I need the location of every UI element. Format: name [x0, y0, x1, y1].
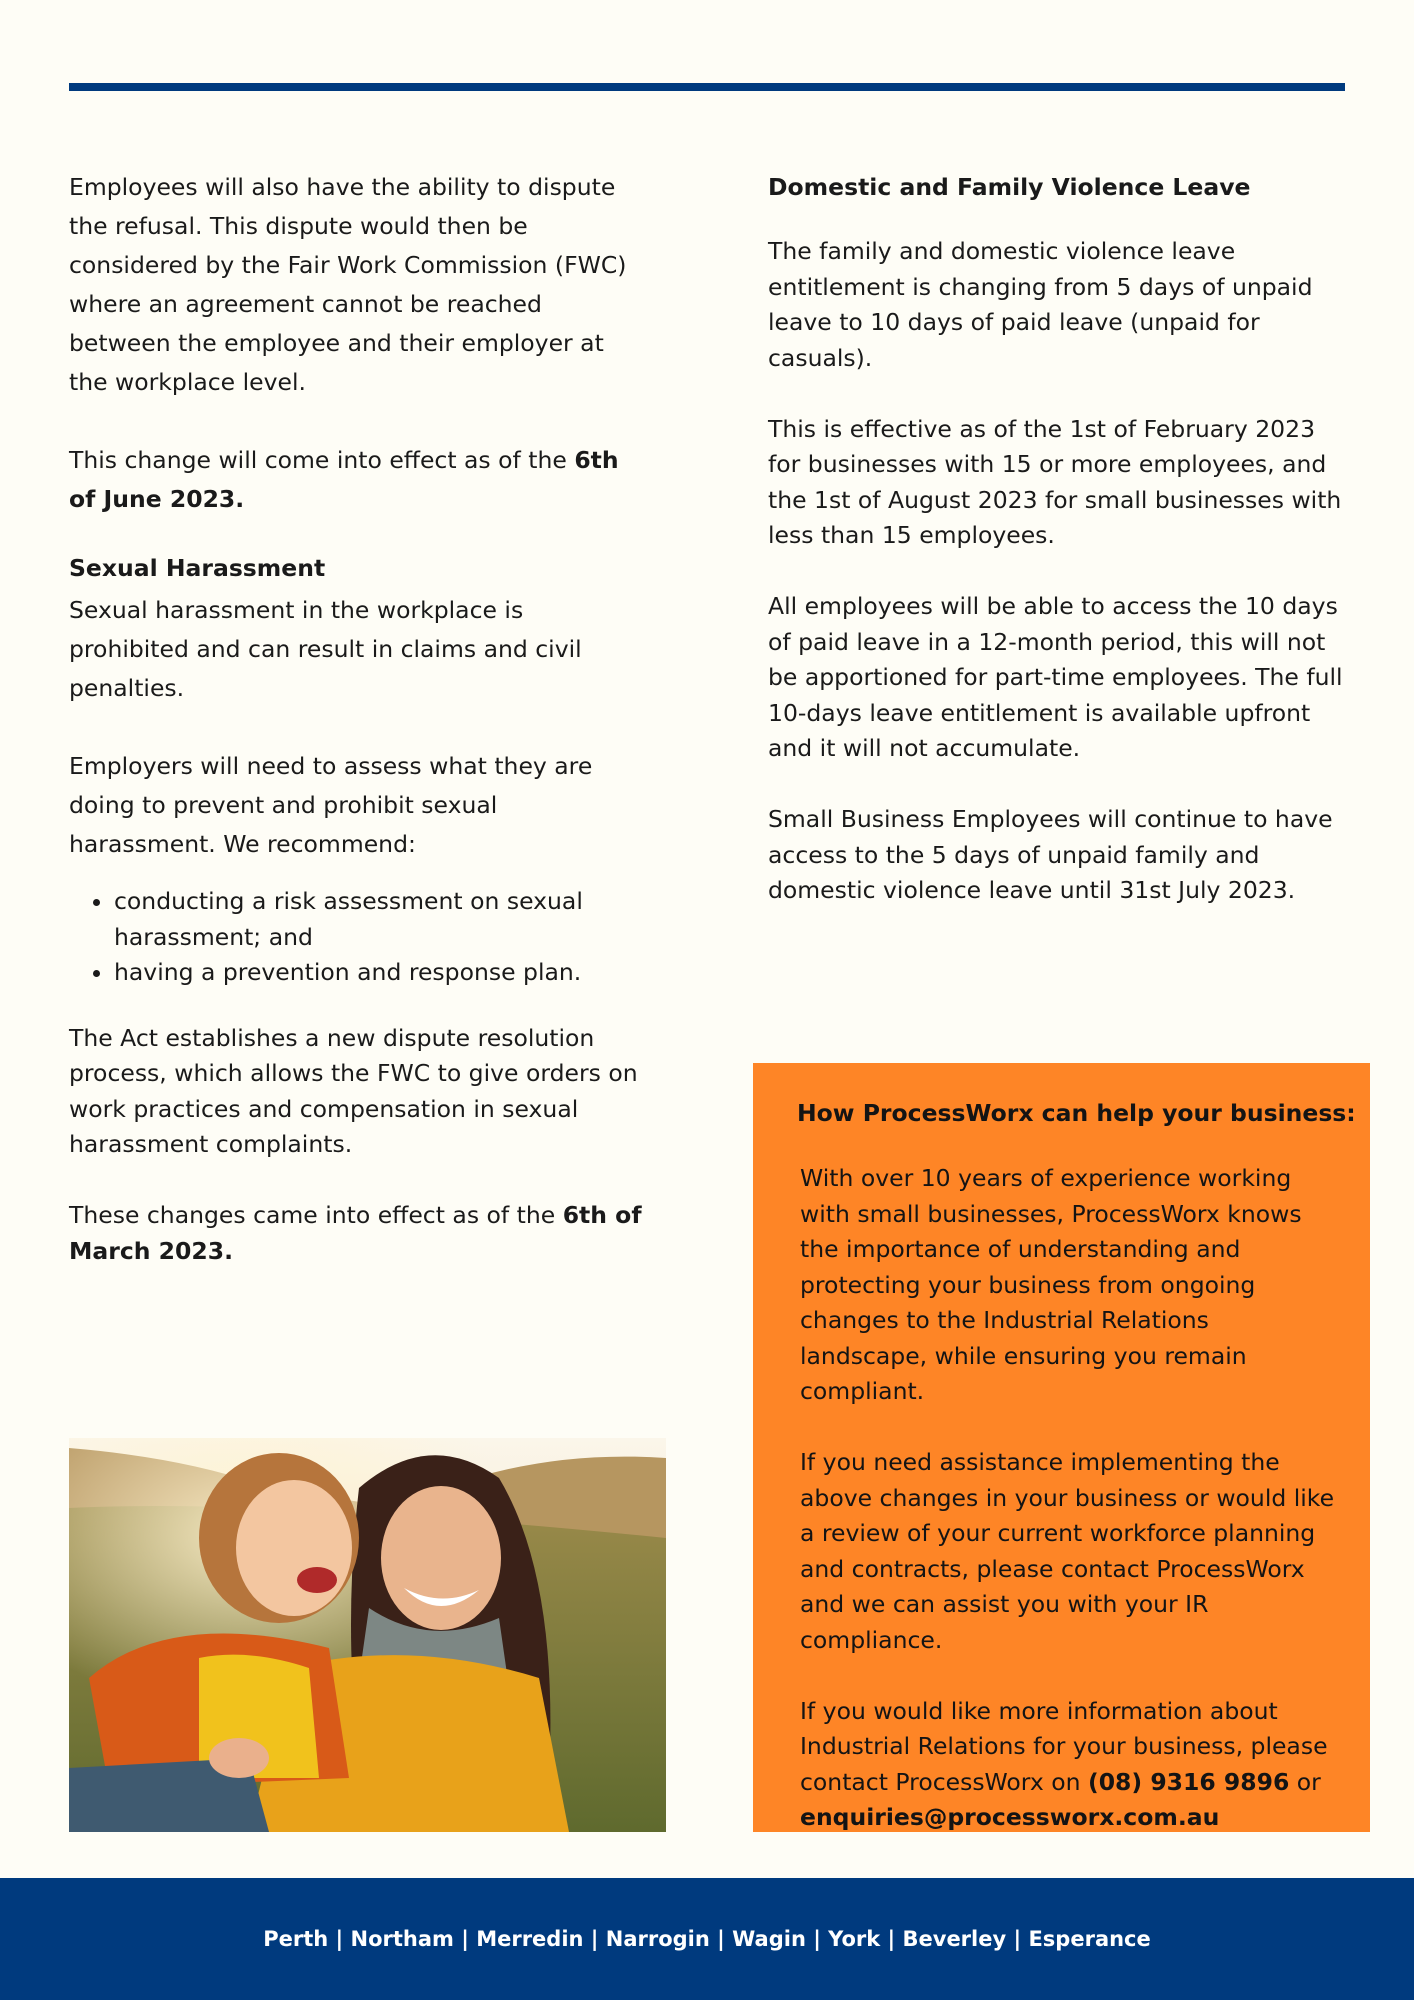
left-column	[69, 168, 649, 1269]
family-photo	[69, 1358, 666, 1832]
phone-number[interactable]: (08) 9316 9896	[1087, 1767, 1290, 1796]
callout-paragraph-assistance: If you need assistance implementing the above changes in your business or would like a review of your current workforce planning and contracts, please contact ProcessWorx and we can assist you with your IR compliance.	[800, 1448, 1335, 1654]
email-link[interactable]: enquiries@processworx.com.au	[800, 1803, 1220, 1831]
list-item: • having a prevention and response plan.	[114, 955, 649, 991]
paragraph-changes-effect: These changes came into effect as of the 6th of March 2023.	[69, 1201, 642, 1265]
right-column	[768, 168, 1348, 909]
callout-paragraph-contact: If you would like more information about Industrial Relations for your business, please contact ProcessWorx on (08) 9316 9896 or enquiries@processworx.com.au	[800, 1696, 1328, 1831]
help-callout-box	[753, 1063, 1370, 1832]
paragraph-act-dispute: The Act establishes a new dispute resolution process, which allows the FWC to give orders on work practices and compensation in sexual harassment complaints.	[69, 1023, 638, 1158]
family-photo-image	[69, 1358, 666, 1832]
paragraph-effect-date: This change will come into effect as of the 6th of June 2023.	[69, 446, 619, 513]
paragraph-prohibited: Sexual harassment in the workplace is prohibited and can result in claims and civil penalties.	[69, 596, 582, 702]
top-rule	[69, 83, 1345, 91]
changes-date: 6th of March 2023.	[69, 1201, 642, 1265]
heading-domestic-violence-leave: Domestic and Family Violence Leave	[768, 173, 1251, 201]
paragraph-access: All employees will be able to access the 10 days of paid leave in a 12-month period, this will not be apportioned for part-time employees. The full 10-days leave entitlement is available upfront and it will not accumulate.	[768, 592, 1343, 762]
callout-heading: How ProcessWorx can help your business:	[797, 1099, 1356, 1127]
effect-date: 6th of June 2023.	[69, 446, 619, 513]
callout-body	[800, 1161, 1340, 1836]
paragraph-employers-assess: Employers will need to assess what they are doing to prevent and prohibit sexual harassment. We recommend:	[69, 752, 593, 858]
paragraph-effective-dates: This is effective as of the 1st of February 2023 for businesses with 15 or more employees, and the 1st of August 2023 for small businesses with less than 15 employees.	[768, 414, 1342, 549]
paragraph-dispute: Employees will also have the ability to dispute the refusal. This dispute would then be considered by the Fair Work Commission (FWC) where an agreement cannot be reached between the employee and their employer at the workplace level.	[69, 173, 627, 396]
heading-sexual-harassment: Sexual Harassment	[69, 554, 326, 582]
list-item: • conducting a risk assessment on sexual harassment; and	[114, 884, 649, 955]
paragraph-leave-change: The family and domestic violence leave entitlement is changing from 5 days of unpaid leave to 10 days of paid leave (unpaid for casuals).	[768, 237, 1313, 372]
recommendation-list	[114, 884, 649, 991]
footer-locations: Perth | Northam | Merredin | Narrogin | Wagin | York | Beverley | Esperance	[263, 1927, 1151, 1951]
footer-bar	[0, 1878, 1414, 2000]
callout-paragraph-experience: With over 10 years of experience working with small businesses, ProcessWorx knows the importance of understanding and protecting your business from ongoing changes to the Industrial Relations landscape, while ensuring you remain compliant.	[800, 1164, 1302, 1405]
paragraph-small-business: Small Business Employees will continue to have access to the 5 days of unpaid family and domestic violence leave until 31st July 2023.	[768, 805, 1333, 904]
